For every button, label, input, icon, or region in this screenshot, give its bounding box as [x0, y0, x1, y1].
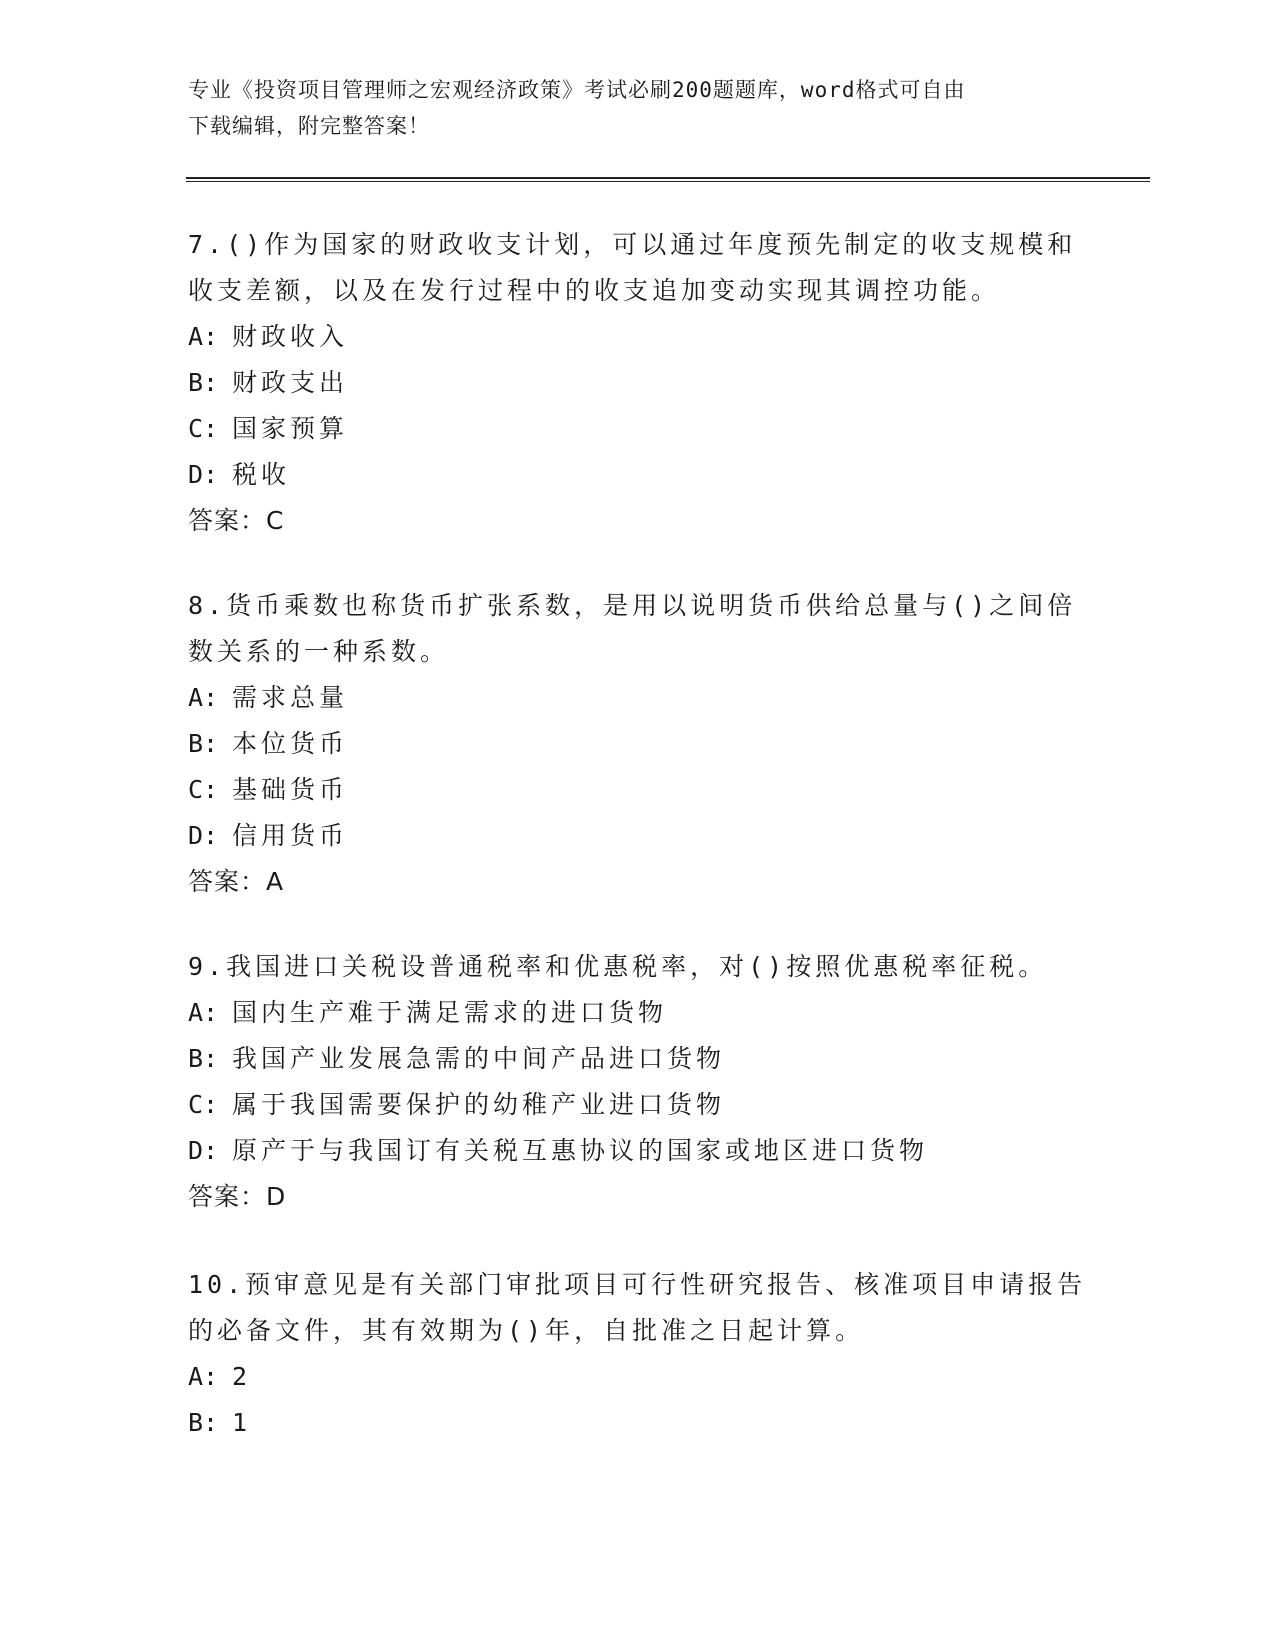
- option-a: [188, 314, 1088, 360]
- option-text: 1: [232, 1408, 252, 1437]
- question-stem-line: 9.我国进口关税设普通税率和优惠税率，对()按照优惠税率征税。: [188, 952, 1048, 981]
- question-stem-line: 数关系的一种系数。: [188, 637, 450, 666]
- option-text: 原产于与我国订有关税互惠协议的国家或地区进口货物: [232, 1136, 929, 1165]
- answer-line: 答案：A: [188, 867, 285, 896]
- option-b: [188, 360, 1088, 406]
- question-stem-line: 的必备文件，其有效期为()年，自批准之日起计算。: [188, 1316, 865, 1345]
- question-stem-line: 8.货币乘数也称货币扩张系数，是用以说明货币供给总量与()之间倍: [188, 591, 1077, 620]
- option-key: A:: [188, 683, 219, 712]
- option-text: 税收: [232, 460, 291, 489]
- option-key: D:: [188, 1136, 219, 1165]
- option-c: [188, 1082, 1088, 1128]
- option-a: [188, 1354, 1088, 1400]
- option-key: B:: [188, 729, 219, 758]
- option-key: B:: [188, 1044, 219, 1073]
- option-text: 2: [232, 1362, 252, 1391]
- question-stem-line: 7.()作为国家的财政收支计划，可以通过年度预先制定的收支规模和: [188, 230, 1077, 259]
- question-8: [188, 583, 1088, 905]
- option-key: C:: [188, 1090, 219, 1119]
- option-key: A:: [188, 1362, 219, 1391]
- option-c: [188, 406, 1088, 452]
- option-b: [188, 1036, 1088, 1082]
- question-10: [188, 1262, 1088, 1446]
- option-d: [188, 452, 1088, 498]
- header-line-2: 下载编辑，附完整答案！: [188, 114, 430, 138]
- option-key: A:: [188, 998, 219, 1027]
- option-key: A:: [188, 322, 219, 351]
- option-key: C:: [188, 414, 219, 443]
- option-key: B:: [188, 368, 219, 397]
- option-d: [188, 813, 1088, 859]
- option-text: 财政支出: [232, 368, 349, 397]
- option-key: D:: [188, 821, 219, 850]
- header-divider: [186, 177, 1150, 182]
- option-key: C:: [188, 775, 219, 804]
- option-a: [188, 675, 1088, 721]
- option-a: [188, 990, 1088, 1036]
- option-c: [188, 767, 1088, 813]
- question-stem-line: 10.预审意见是有关部门审批项目可行性研究报告、核准项目申请报告: [188, 1270, 1087, 1299]
- option-b: [188, 721, 1088, 767]
- header-line-1: 专业《投资项目管理师之宏观经济政策》考试必刷200题题库，word格式可自由: [188, 78, 966, 102]
- question-stem-line: 收支差额，以及在发行过程中的收支追加变动实现其调控功能。: [188, 276, 1001, 305]
- answer-line: 答案：D: [188, 1182, 287, 1211]
- option-b: [188, 1400, 1088, 1446]
- option-text: 属于我国需要保护的幼稚产业进口货物: [232, 1090, 726, 1119]
- option-key: D:: [188, 460, 219, 489]
- option-text: 本位货币: [232, 729, 349, 758]
- option-key: B:: [188, 1408, 219, 1437]
- question-7: [188, 222, 1088, 544]
- option-d: [188, 1128, 1088, 1174]
- answer-line: 答案：C: [188, 506, 285, 535]
- option-text: 需求总量: [232, 683, 349, 712]
- option-text: 信用货币: [232, 821, 349, 850]
- document-header: [188, 72, 1068, 144]
- option-text: 我国产业发展急需的中间产品进口货物: [232, 1044, 726, 1073]
- option-text: 基础货币: [232, 775, 349, 804]
- option-text: 财政收入: [232, 322, 349, 351]
- option-text: 国内生产难于满足需求的进口货物: [232, 998, 668, 1027]
- option-text: 国家预算: [232, 414, 349, 443]
- question-9: [188, 944, 1088, 1220]
